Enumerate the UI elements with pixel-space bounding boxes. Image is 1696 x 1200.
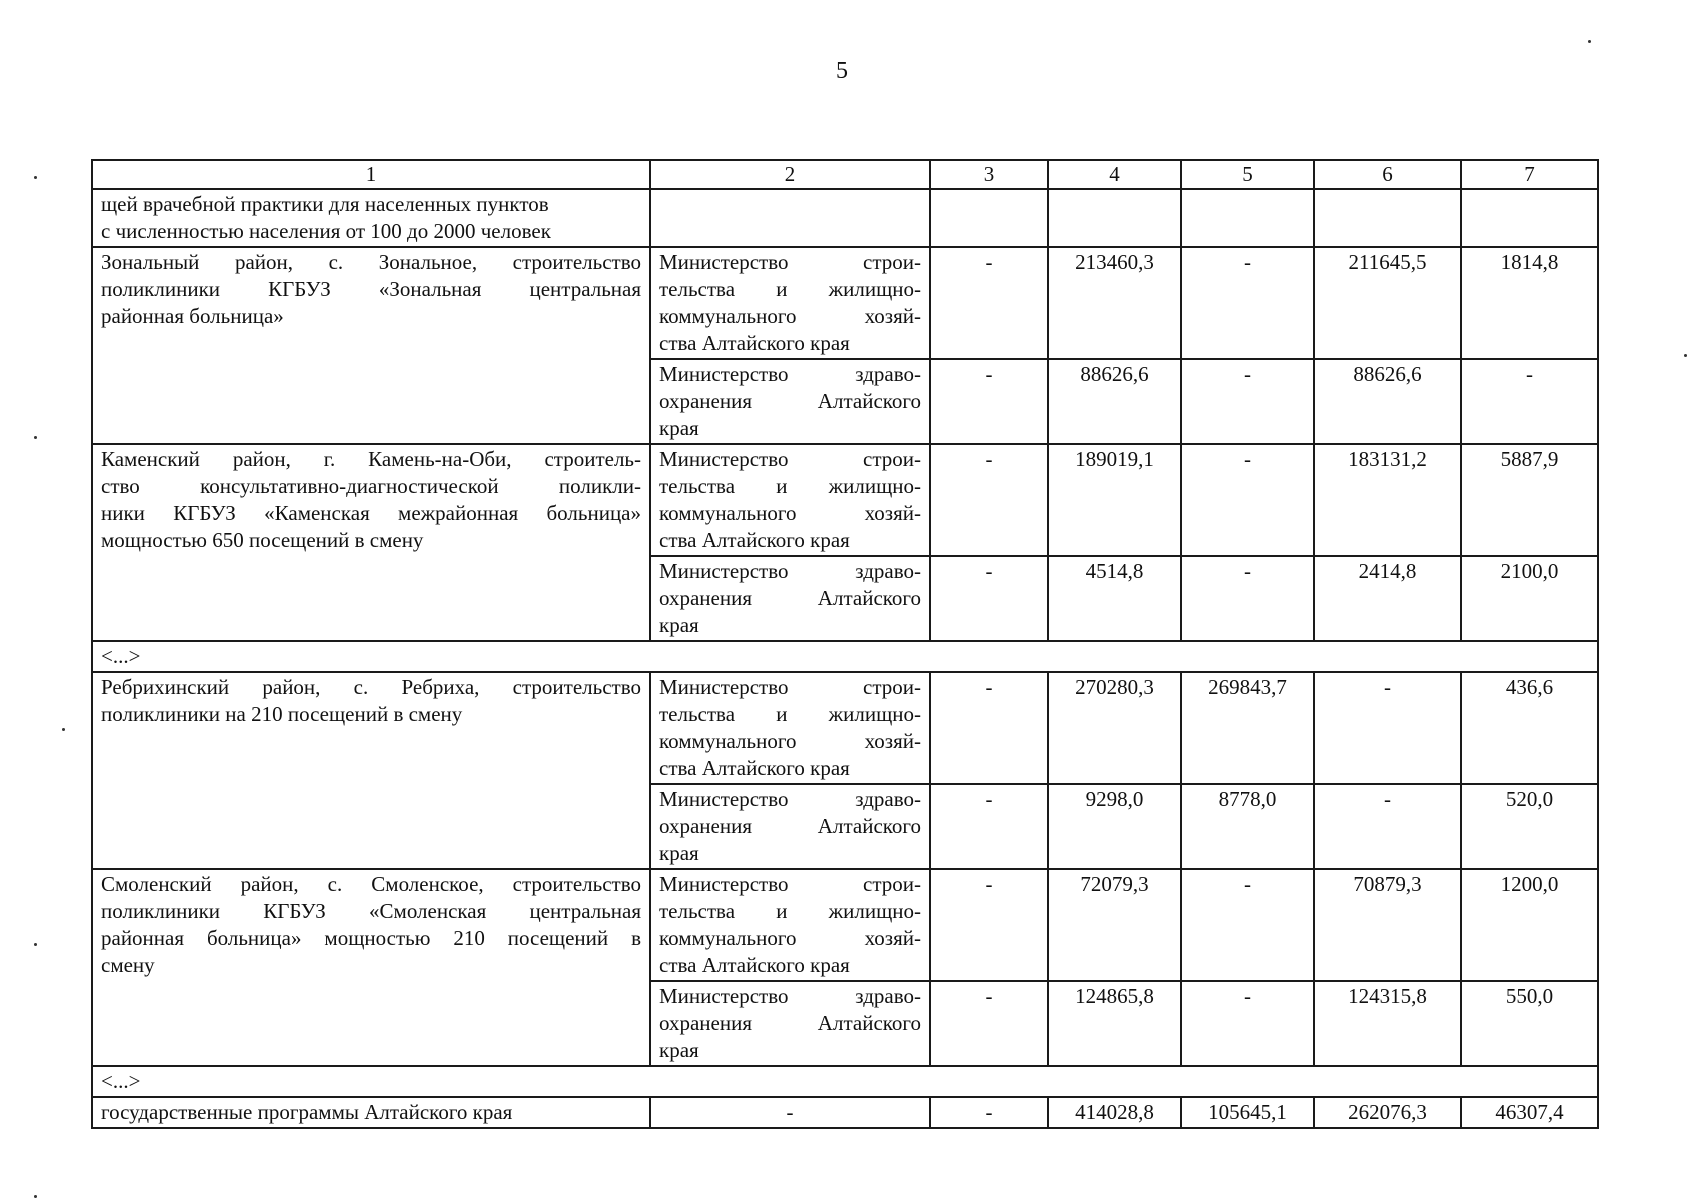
col-header-1: 1 <box>92 160 650 189</box>
agency-line: Министерство строи- <box>659 675 921 699</box>
agency-line: коммунального хозяй- <box>659 729 921 753</box>
scan-speck <box>1588 40 1591 43</box>
page-number: 5 <box>836 58 848 84</box>
col7-value: 5887,9 <box>1461 444 1598 556</box>
col4-value: 88626,6 <box>1048 359 1181 444</box>
empty-cell <box>1181 189 1314 247</box>
col6-value: 2414,8 <box>1314 556 1461 641</box>
col6-value: 124315,8 <box>1314 981 1461 1066</box>
agency-line: Министерство здраво- <box>659 559 921 583</box>
total-col7: 46307,4 <box>1461 1097 1598 1128</box>
project-description <box>92 444 650 641</box>
desc-line: мощностью 650 посещений в смену <box>101 528 424 552</box>
desc-line: смену <box>101 953 155 977</box>
col3-value: - <box>930 981 1048 1066</box>
agency-cell <box>650 869 930 981</box>
col4-value: 270280,3 <box>1048 672 1181 784</box>
col5-value: - <box>1181 981 1314 1066</box>
col7-value: 1814,8 <box>1461 247 1598 359</box>
desc-line: районная больница» мощностью 210 посещений в <box>101 926 641 950</box>
desc-line: поликлиники КГБУЗ «Смоленская центральная <box>101 899 641 923</box>
col5-value: - <box>1181 247 1314 359</box>
agency-line: коммунального хозяй- <box>659 501 921 525</box>
agency-line: охранения Алтайского <box>659 586 921 610</box>
project-row <box>92 672 1598 784</box>
agency-cell <box>650 556 930 641</box>
project-description <box>92 672 650 869</box>
desc-line: Зональный район, с. Зональное, строительство <box>101 250 641 274</box>
agency-line: края <box>659 841 699 865</box>
agency-line: тельства и жилищно- <box>659 702 921 726</box>
col-header-2: 2 <box>650 160 930 189</box>
agency-line: края <box>659 416 699 440</box>
scan-speck <box>34 1195 37 1198</box>
agency-line: края <box>659 1038 699 1062</box>
total-col5: 105645,1 <box>1181 1097 1314 1128</box>
desc-line: Ребрихинский район, с. Ребриха, строительство <box>101 675 641 699</box>
col3-value: - <box>930 869 1048 981</box>
empty-cell <box>930 189 1048 247</box>
agency-line: края <box>659 613 699 637</box>
col4-value: 9298,0 <box>1048 784 1181 869</box>
agency-cell <box>650 784 930 869</box>
agency-cell <box>650 247 930 359</box>
desc-line: Смоленский район, с. Смоленское, строительство <box>101 872 641 896</box>
col6-value: 70879,3 <box>1314 869 1461 981</box>
continuation-text <box>92 189 650 247</box>
project-row <box>92 444 1598 556</box>
desc-line: ники КГБУЗ «Каменская межрайонная больница» <box>101 501 641 525</box>
agency-line: Министерство здраво- <box>659 984 921 1008</box>
empty-cell <box>650 189 930 247</box>
agency-line: коммунального хозяй- <box>659 926 921 950</box>
col3-value: - <box>930 784 1048 869</box>
col6-value: 211645,5 <box>1314 247 1461 359</box>
col5-value: - <box>1181 556 1314 641</box>
col6-value: - <box>1314 784 1461 869</box>
col7-value: 1200,0 <box>1461 869 1598 981</box>
agency-line: охранения Алтайского <box>659 389 921 413</box>
agency-cell <box>650 444 930 556</box>
col3-value: - <box>930 359 1048 444</box>
agency-line: Министерство строи- <box>659 872 921 896</box>
col3-value: - <box>930 444 1048 556</box>
col4-value: 124865,8 <box>1048 981 1181 1066</box>
agency-cell <box>650 359 930 444</box>
desc-line: поликлиники на 210 посещений в смену <box>101 702 463 726</box>
col3-value: - <box>930 556 1048 641</box>
scan-speck <box>34 943 37 946</box>
total-row <box>92 1097 1598 1128</box>
agency-line: охранения Алтайского <box>659 1011 921 1035</box>
agency-cell <box>650 672 930 784</box>
empty-cell <box>1314 189 1461 247</box>
continuation-line: с численностью населения от 100 до 2000 человек <box>101 219 551 243</box>
col4-value: 213460,3 <box>1048 247 1181 359</box>
total-col2: - <box>650 1097 930 1128</box>
agency-line: охранения Алтайского <box>659 814 921 838</box>
col-header-6: 6 <box>1314 160 1461 189</box>
col5-value: - <box>1181 869 1314 981</box>
project-row <box>92 247 1598 359</box>
col3-value: - <box>930 672 1048 784</box>
agency-line: тельства и жилищно- <box>659 277 921 301</box>
col5-value: - <box>1181 359 1314 444</box>
budget-table <box>91 159 1599 1129</box>
project-description <box>92 247 650 444</box>
desc-line: поликлиники КГБУЗ «Зональная центральная <box>101 277 641 301</box>
scan-speck <box>34 176 37 179</box>
agency-line: тельства и жилищно- <box>659 899 921 923</box>
empty-cell <box>1048 189 1181 247</box>
col6-value: - <box>1314 672 1461 784</box>
continuation-row <box>92 189 1598 247</box>
col4-value: 189019,1 <box>1048 444 1181 556</box>
col5-value: 8778,0 <box>1181 784 1314 869</box>
col6-value: 88626,6 <box>1314 359 1461 444</box>
desc-line: ство консультативно-диагностической поликли- <box>101 474 641 498</box>
col6-value: 183131,2 <box>1314 444 1461 556</box>
agency-line: ства Алтайского края <box>659 331 850 355</box>
total-label: государственные программы Алтайского края <box>92 1097 650 1128</box>
col-header-7: 7 <box>1461 160 1598 189</box>
agency-line: Министерство здраво- <box>659 787 921 811</box>
col-header-5: 5 <box>1181 160 1314 189</box>
desc-line: районная больница» <box>101 304 284 328</box>
gap-row <box>92 641 1598 672</box>
gap-marker: <...> <box>92 1066 1598 1097</box>
continuation-line: щей врачебной практики для населенных пунктов <box>101 192 549 216</box>
agency-line: ства Алтайского края <box>659 756 850 780</box>
agency-line: тельства и жилищно- <box>659 474 921 498</box>
agency-line: коммунального хозяй- <box>659 304 921 328</box>
total-col4: 414028,8 <box>1048 1097 1181 1128</box>
scan-speck <box>34 436 37 439</box>
agency-line: ства Алтайского края <box>659 528 850 552</box>
col-header-4: 4 <box>1048 160 1181 189</box>
project-description <box>92 869 650 1066</box>
col3-value: - <box>930 247 1048 359</box>
scan-speck <box>1684 354 1687 357</box>
agency-line: ства Алтайского края <box>659 953 850 977</box>
col5-value: - <box>1181 444 1314 556</box>
empty-cell <box>1461 189 1598 247</box>
col7-value: 2100,0 <box>1461 556 1598 641</box>
total-col3: - <box>930 1097 1048 1128</box>
agency-cell <box>650 981 930 1066</box>
agency-line: Министерство строи- <box>659 250 921 274</box>
col7-value: 520,0 <box>1461 784 1598 869</box>
total-col6: 262076,3 <box>1314 1097 1461 1128</box>
agency-line: Министерство строи- <box>659 447 921 471</box>
col4-value: 72079,3 <box>1048 869 1181 981</box>
agency-line: Министерство здраво- <box>659 362 921 386</box>
col7-value: 436,6 <box>1461 672 1598 784</box>
gap-marker: <...> <box>92 641 1598 672</box>
column-header-row <box>92 160 1598 189</box>
gap-row <box>92 1066 1598 1097</box>
scan-speck <box>62 728 65 731</box>
col-header-3: 3 <box>930 160 1048 189</box>
project-row <box>92 869 1598 981</box>
col4-value: 4514,8 <box>1048 556 1181 641</box>
col7-value: 550,0 <box>1461 981 1598 1066</box>
col7-value: - <box>1461 359 1598 444</box>
desc-line: Каменский район, г. Камень-на-Оби, строитель- <box>101 447 641 471</box>
col5-value: 269843,7 <box>1181 672 1314 784</box>
